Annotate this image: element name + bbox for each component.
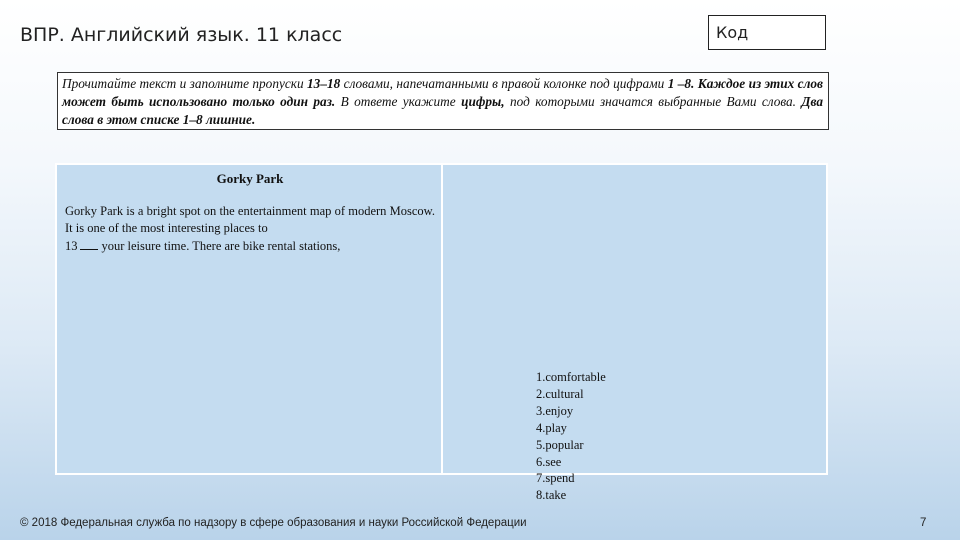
code-label: Код [716,23,749,42]
page-number: 7 [920,517,927,529]
instructions-rule: 1 –8. Каждое из этих слов может быть использовано только один раз. [62,76,823,109]
page-title: ВПР. Английский язык. 11 класс [20,24,343,46]
instructions-text-2: словами, напечатанными в правой колонке под цифрами [340,76,668,91]
instructions-text-3: В ответе укажите [335,94,462,109]
word-item: 1.comfortable [536,370,606,384]
instructions-digits: цифры, [461,94,505,109]
text-line-2: your leisure time. There are bike rental stations, [101,239,341,253]
instructions-extra-words: Два слова в этом списке 1–8 лишние. [62,94,823,127]
word-item: 7.spend [536,471,575,486]
text-cell [57,165,443,473]
text-body [65,203,435,255]
text-line-1: Gorky Park is a bright spot on the entertainment map of modern Moscow. It is one of the most interesting places to [65,204,435,235]
code-box [708,15,826,50]
words-cell [443,165,826,473]
gap-number: 13 [65,239,78,253]
instructions-text-4: под которыми значатся выбранные Вами слова. [504,94,802,109]
answer-gap [80,237,98,250]
word-item: 8.take [536,488,567,503]
word-item: 3.enjoy [536,403,574,418]
instructions-text-1: Прочитайте текст и заполните пропуски [62,76,308,91]
copyright-footer: © 2018 Федеральная служба по надзору в сфере образования и науки Российской Федерации [20,517,527,529]
task-table [55,163,828,475]
instructions-range: 13–18 [307,76,341,91]
word-item: 2.cultural [536,386,584,401]
word-item: 6.see [536,454,562,469]
word-item: 4.play [536,420,567,435]
word-list [536,369,606,504]
instructions-box [57,72,829,130]
text-title: Gorky Park [216,171,284,186]
word-item: 5.popular [536,437,584,452]
